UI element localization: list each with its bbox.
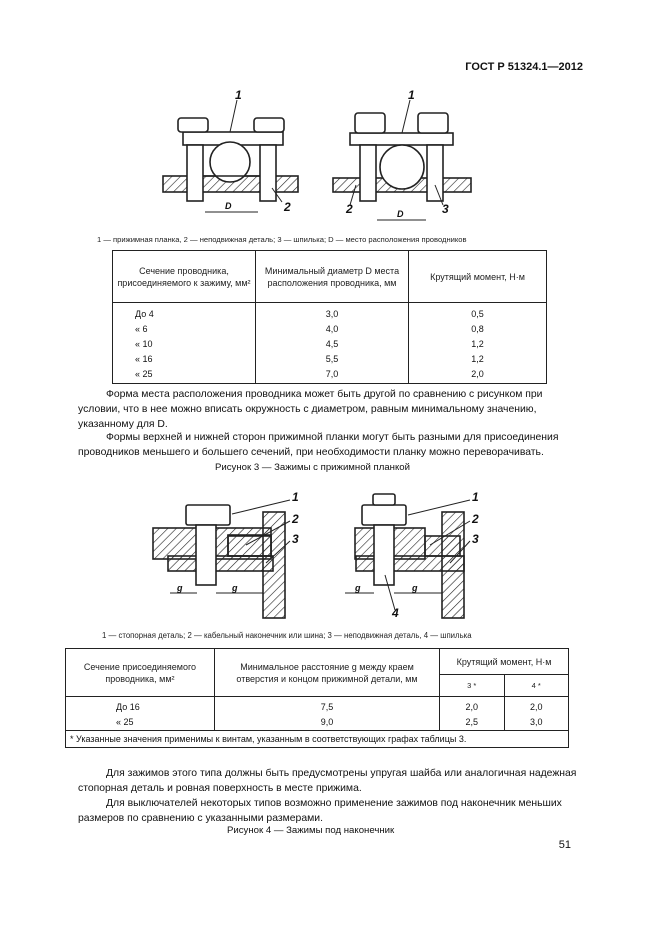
fig4-cell: 3,0 — [504, 715, 569, 730]
fig4-label-3-left: 3 — [292, 532, 299, 546]
fig4-legend: 1 — стопорная деталь; 2 — кабельный наконечник или шина; 3 — неподвижная деталь, 4 — шпилька — [102, 631, 472, 640]
fig4-dim-g: g — [412, 583, 418, 593]
fig3-cell: 0,5 — [409, 303, 547, 322]
fig3-label-2-left: 2 — [284, 200, 291, 214]
fig3-cell: 7,0 — [256, 366, 409, 383]
fig3-cell: 4,5 — [256, 337, 409, 352]
fig4-label-3-right: 3 — [472, 532, 479, 546]
fig3-dim-d-right: D — [397, 209, 404, 219]
fig3-col3-header: Крутящий момент, Н·м — [409, 251, 547, 303]
fig3-cell: До 4 — [113, 303, 256, 322]
fig4-cell: До 16 — [66, 697, 215, 715]
fig3-cell: « 6 — [113, 322, 256, 337]
fig3-title: Рисунок 3 — Зажимы с прижимной планкой — [215, 462, 410, 473]
fig4-dim-g: g — [355, 583, 361, 593]
fig3-cell: 4,0 — [256, 322, 409, 337]
fig3-dim-d-left: D — [225, 201, 232, 211]
fig3-col1-header: Сечение проводника, присоединяемого к зажиму, мм² — [113, 251, 256, 303]
fig4-col3-header: Крутящий момент, Н·м — [440, 649, 569, 675]
fig3-paragraph-1: Форма места расположения проводника может быть другой по сравнению с рисунком при условии, что в нее можно вписать окружность с диаметром, равным минимальному значению, указанному для D. — [78, 389, 543, 430]
fig4-title: Рисунок 4 — Зажимы под наконечник — [227, 825, 395, 836]
fig4-col2-header: Минимальное расстояние g между краем отверстия и концом прижимной детали, мм — [215, 649, 440, 697]
fig4-cell: 2,5 — [440, 715, 505, 730]
fig3-label-2-right: 2 — [346, 202, 353, 216]
fig3-cell: « 16 — [113, 351, 256, 366]
standard-header: ГОСТ Р 51324.1—2012 — [465, 61, 583, 73]
fig3-cell: 0,8 — [409, 322, 547, 337]
fig4-col1-header: Сечение присоединяемого проводника, мм² — [66, 649, 215, 697]
fig4-label-4: 4 — [392, 606, 399, 620]
fig4-label-1-right: 1 — [472, 490, 479, 504]
fig4-cell: 9,0 — [215, 715, 440, 730]
fig4-cell: 7,5 — [215, 697, 440, 715]
fig3-cell: « 10 — [113, 337, 256, 352]
fig3-label-3: 3 — [442, 202, 449, 216]
fig3-col2-header: Минимальный диаметр D места расположения проводника, мм — [256, 251, 409, 303]
page-number: 51 — [558, 839, 571, 851]
fig4-label-2-right: 2 — [472, 512, 479, 526]
fig3-legend: 1 — прижимная планка, 2 — неподвижная деталь; 3 — шпилька; D — место расположения проводников — [97, 235, 467, 244]
fig4-paragraph-2: Для выключателей некоторых типов возможно применение зажимов под наконечник меньших размеров по сравнению с указанными размерами. — [78, 798, 562, 824]
fig4-subheader: 4 * — [504, 675, 569, 697]
fig3-table — [112, 250, 547, 384]
fig4-table — [65, 648, 569, 748]
fig4-cell: 2,0 — [504, 697, 569, 715]
fig3-label-1-right: 1 — [408, 88, 415, 102]
fig3-cell: 2,0 — [409, 366, 547, 383]
fig3-cell: 1,2 — [409, 337, 547, 352]
fig4-cell: 2,0 — [440, 697, 505, 715]
fig3-cell: 1,2 — [409, 351, 547, 366]
fig3-cell: « 25 — [113, 366, 256, 383]
fig3-cell: 3,0 — [256, 303, 409, 322]
fig3-cell: 5,5 — [256, 351, 409, 366]
fig4-subheader: 3 * — [440, 675, 505, 697]
fig3-paragraph-2: Формы верхней и нижней сторон прижимной планки могут быть разными для присоединения проводников меньшего и большего сечений, при необходимости планку можно переворачивать. — [78, 432, 559, 458]
fig4-cell: « 25 — [66, 715, 215, 730]
fig3-label-1-left: 1 — [235, 88, 242, 102]
fig4-dim-g: g — [177, 583, 183, 593]
fig4-footnote: * Указанные значения применимы к винтам, указанным в соответствующих графах таблицы 3. — [66, 730, 569, 747]
fig4-dim-g: g — [232, 583, 238, 593]
fig4-label-1-left: 1 — [292, 490, 299, 504]
fig4-label-2-left: 2 — [292, 512, 299, 526]
fig4-paragraph-1: Для зажимов этого типа должны быть предусмотрены упругая шайба или аналогичная надежная стопорная деталь и ровная поверхность в месте прижима. — [78, 768, 577, 794]
